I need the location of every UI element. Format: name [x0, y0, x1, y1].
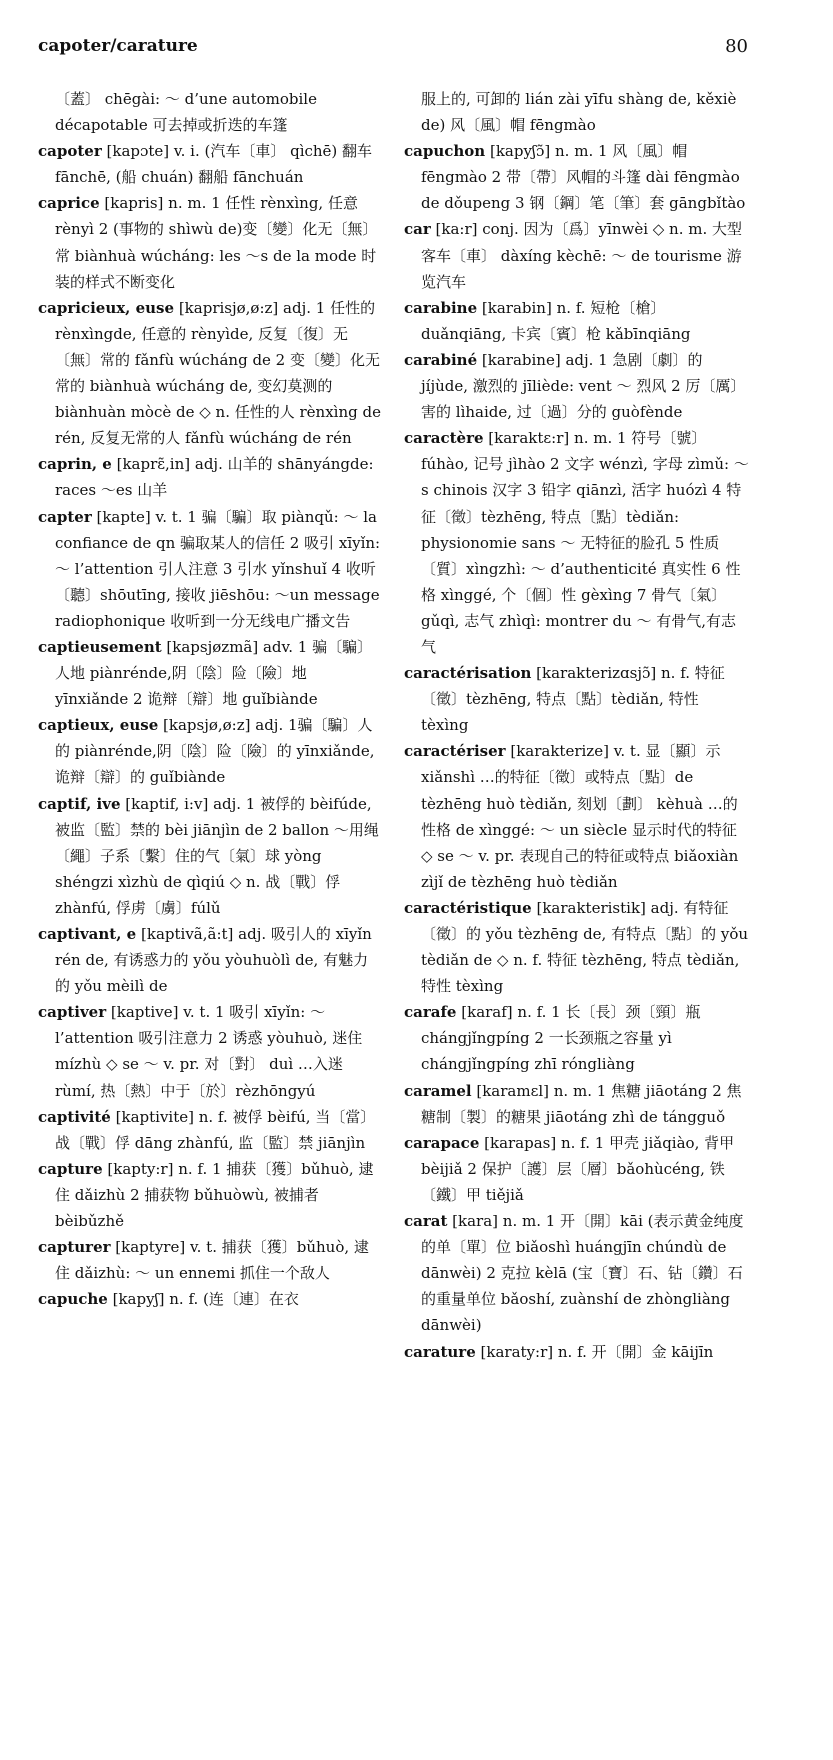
dictionary-entry [404, 138, 749, 216]
entry-headword: caractérisation [404, 664, 532, 683]
entry-definition: [karaty:r] n. f. 开〔開〕金 kāijīn [475, 1342, 714, 1361]
dictionary-entry [38, 504, 383, 634]
entry-definition: [kapsjøzmã] adv. 1 骗〔騙〕人地 piànrénde,阴〔陰〕险〔險〕地 yīnxiǎnde 2 诡辩〔辯〕地 guǐbiànde [55, 637, 373, 709]
entry-headword: captiver [38, 1003, 107, 1022]
entry-definition: [kapte] v. t. 1 骗〔騙〕取 piànqǔ: ～ la confiance de qn 骗取某人的信任 2 吸引 xīyǐn: ～ l’attention 引人注意 3 引水 yǐnshuǐ 4 收听〔聽〕shōutīng, 接收 jiēshōu: ～un message radiophonique 收听到一分无线电广播文告 [55, 507, 381, 630]
dictionary-entry [404, 1130, 749, 1208]
entry-headword: capturer [38, 1238, 111, 1257]
entry-headword: capuche [38, 1290, 108, 1309]
entry-headword: caractéristique [404, 898, 532, 917]
entry-definition: [kaprɛ̃,in] adj. 山羊的 shānyángde: races ～es 山羊 [55, 455, 374, 500]
entry-definition: [kaptif, i:v] adj. 1 被俘的 bèifúde, 被监〔監〕禁的 bèi jiānjìn de 2 ballon ～用绳〔繩〕子系〔繫〕住的气〔氣〕球 yòng shéngzi xìzhù de qìqiú ◇ n. 战〔戰〕俘 zhànfú, 俘虏〔虜〕fúlǔ [55, 794, 379, 917]
entry-definition: [karakterize] v. t. 显〔顯〕示 xiǎnshì …的特征〔徵〕或特点〔點〕de tèzhēng huò tèdiǎn, 刻划〔劃〕 kèhuà …的性格 de xìnggé: ～ un siècle 显示时代的特征 ◇ se ～ v. pr. 表现自己的特征或特点 biǎoxiàn zìjǐ de tèzhēng huò tèdiǎn [421, 742, 739, 891]
entry-definition: [kaprisjø,ø:z] adj. 1 任性的 rènxìngde, 任意的 rènyìde, 反复〔復〕无〔無〕常的 fǎnfù wúcháng de 2 变〔變〕化无常的 biànhuà wúcháng de, 变幻莫测的 biànhuàn mòcè de ◇ n. 任性的人 rènxìng de rén, 反复无常的人 fǎnfù wúcháng de rén [55, 298, 381, 448]
entry-headword: capricieux, euse [38, 298, 175, 317]
dictionary-entry [38, 634, 383, 712]
entry-definition: [kapsjø,ø:z] adj. 1骗〔騙〕人的 piànrénde,阴〔陰〕险〔險〕的 yīnxiǎnde, 诡辩〔辯〕的 guǐbiànde [55, 716, 375, 787]
entry-headword: capuchon [404, 142, 486, 161]
dictionary-entry [38, 138, 383, 190]
dictionary-entry [404, 295, 749, 347]
entry-headword: caractère [404, 429, 484, 448]
entry-headword: car [404, 220, 431, 239]
dictionary-entry [38, 190, 383, 294]
dictionary-entry [38, 1104, 383, 1156]
entry-headword: capter [38, 507, 92, 526]
entry-headword: carapace [404, 1133, 480, 1152]
entry-definition: [karabine] adj. 1 急剧〔劇〕的 jíjùde, 激烈的 jīliède: vent ～ 烈风 2 厉〔厲〕害的 lìhaide, 过〔過〕分的 guòfènde [421, 350, 746, 422]
entry-definition: 服上的, 可卸的 lián zài yīfu shàng de, kěxiè de) 风〔風〕帽 fēngmào [421, 90, 737, 135]
page-header [38, 36, 748, 64]
dictionary-entry [38, 295, 383, 452]
entry-definition: [kaptivã,ã:t] adj. 吸引人的 xīyǐn rén de, 有诱惑力的 yǒu yòuhuòlì de, 有魅力的 yǒu mèilì de [55, 925, 372, 996]
entry-headword: caramel [404, 1081, 472, 1100]
dictionary-entry [404, 347, 749, 425]
entry-definition: [kaptyre] v. t. 捕获〔獲〕bǔhuò, 逮住 dǎizhù: ～ un ennemi 抓住一个敌人 [55, 1238, 369, 1283]
entry-definition: [karaktɛ:r] n. m. 1 符号〔號〕fúhào, 记号 jìhào 2 文字 wénzì, 字母 zìmǔ: ～s chinois 汉字 3 铅字 qiānzì, 活字 huózì 4 特征〔徵〕tèzhēng, 特点〔點〕tèdiǎn: physionomie sans ～ 无特征的脸孔 5 性质〔質〕xìngzhì: ～ d’authenticité 真实性 6 性格 xìnggé, 个〔個〕性 gèxìng 7 骨气〔氣〕gǔqì, 志气 zhìqì: montrer du ～ 有骨气,有志气 [421, 429, 749, 656]
entry-headword: captieux, euse [38, 716, 159, 735]
entry-definition: [kapyʃ] n. f. (连〔連〕在衣 [107, 1290, 299, 1309]
entry-definition: [karabin] n. f. 短枪〔槍〕duǎnqiāng, 卡宾〔賓〕枪 kǎbīnqiāng [421, 298, 691, 343]
dictionary-entry [404, 1078, 749, 1130]
entry-headword: caractériser [404, 742, 506, 761]
entry-definition: [karaf] n. f. 1 长〔長〕颈〔頸〕瓶 chángjǐngpíng 2 一长颈瓶之容量 yì chángjǐngpíng zhī róngliàng [421, 1003, 701, 1074]
entry-definition: [kapyʃɔ̃] n. m. 1 风〔風〕帽 fēngmào 2 带〔帶〕风帽的斗篷 dài fēngmào de dǒupeng 3 钢〔鋼〕笔〔筆〕套 gāngbǐtào [421, 142, 746, 213]
entry-definition: [kapris] n. m. 1 任性 rènxìng, 任意 rènyì 2 (事物的 shìwù de)变〔變〕化无〔無〕常 biànhuà wúcháng: les ～s de la mode 时装的样式不断变化 [55, 194, 378, 291]
entry-headword: captieusement [38, 637, 162, 656]
entry-definition: [kaptivite] n. f. 被俘 bèifú, 当〔當〕战〔戰〕俘 dāng zhànfú, 监〔監〕禁 jiānjìn [55, 1107, 376, 1152]
entry-definition: [ka:r] conj. 因为〔爲〕yīnwèi ◇ n. m. 大型客车〔車〕 dàxíng kèchē: ～ de tourisme 游览汽车 [421, 220, 743, 291]
dictionary-entry [38, 921, 383, 999]
entry-headword: carafe [404, 1003, 457, 1022]
entry-headword: carabiné [404, 350, 478, 369]
entry-headword: captif, ive [38, 794, 121, 813]
dictionary-entry [38, 86, 383, 138]
right-column [404, 86, 749, 1365]
dictionary-entry [404, 999, 749, 1077]
entry-definition: [karakteristik] adj. 有特征〔徵〕的 yǒu tèzhēng de, 有特点〔點〕的 yǒu tèdiǎn de ◇ n. f. 特征 tèzhēng, 特点 tèdiǎn, 特性 tèxìng [421, 898, 749, 996]
left-column [38, 86, 383, 1312]
dictionary-entry [38, 1156, 383, 1234]
entry-definition: [karakterizɑsjɔ̃] n. f. 特征〔徵〕tèzhēng, 特点〔點〕tèdiǎn, 特性 tèxìng [421, 664, 725, 735]
page-number: 80 [725, 36, 748, 57]
entry-definition: [kara] n. m. 1 开〔開〕kāi (表示黄金纯度的单〔單〕位 biǎoshì huángjīn chúndù de dānwèi) 2 克拉 kèlā (宝〔寶〕石、钻〔鑽〕石的重量单位 bǎoshí, zuànshí de zhòngliàng dānwèi) [421, 1212, 744, 1335]
entry-headword: caprin, e [38, 455, 112, 474]
entry-headword: captivité [38, 1107, 111, 1126]
entry-definition: [kapɔte] v. i. (汽车〔車〕 qìchē) 翻车 fānchē, (船 chuán) 翻船 fānchuán [55, 142, 373, 187]
entry-headword: captivant, e [38, 925, 137, 943]
entry-headword: capoter [38, 142, 102, 161]
dictionary-entry [404, 1339, 749, 1365]
dictionary-entry [404, 660, 749, 738]
dictionary-entry [404, 895, 749, 999]
dictionary-entry [404, 738, 749, 895]
running-head: capoter/carature [38, 36, 198, 56]
dictionary-entry [38, 1234, 383, 1286]
entry-definition: [kapty:r] n. f. 1 捕获〔獲〕bǔhuò, 逮住 dǎizhù 2 捕获物 bǔhuòwù, 被捕者 bèibǔzhě [55, 1159, 374, 1231]
entry-definition: [karapas] n. f. 1 甲壳 jiǎqiào, 背甲 bèijiǎ 2 保护〔護〕层〔層〕bǎohùcéng, 铁〔鐵〕甲 tiějiǎ [421, 1133, 735, 1204]
dictionary-entry [38, 712, 383, 790]
entry-definition: [kaptive] v. t. 1 吸引 xīyǐn: ～ l’attention 吸引注意力 2 诱惑 yòuhuò, 迷住 mízhù ◇ se ～ v. pr. 对〔對〕 duì …入迷 rùmí, 热〔熱〕中于〔於〕rèzhōngyú [55, 1003, 363, 1100]
entry-headword: caprice [38, 194, 100, 213]
entry-headword: carat [404, 1212, 448, 1231]
entry-headword: carature [404, 1342, 476, 1361]
dictionary-entry [404, 1208, 749, 1338]
dictionary-entry [38, 1286, 383, 1312]
entry-headword: capture [38, 1159, 103, 1178]
dictionary-entry [404, 216, 749, 294]
entry-headword: carabine [404, 298, 478, 317]
dictionary-entry [404, 86, 749, 138]
dictionary-entry [404, 425, 749, 660]
dictionary-entry [38, 791, 383, 921]
entry-definition: 〔蓋〕 chēgài: ～ d’une automobile décapotable 可去掉或折迭的车篷 [55, 90, 317, 135]
dictionary-entry [38, 451, 383, 503]
entry-definition: [karamɛl] n. m. 1 焦糖 jiāotáng 2 焦糖制〔製〕的糖果 jiāotáng zhì de tángguǒ [421, 1081, 742, 1126]
dictionary-entry [38, 999, 383, 1103]
